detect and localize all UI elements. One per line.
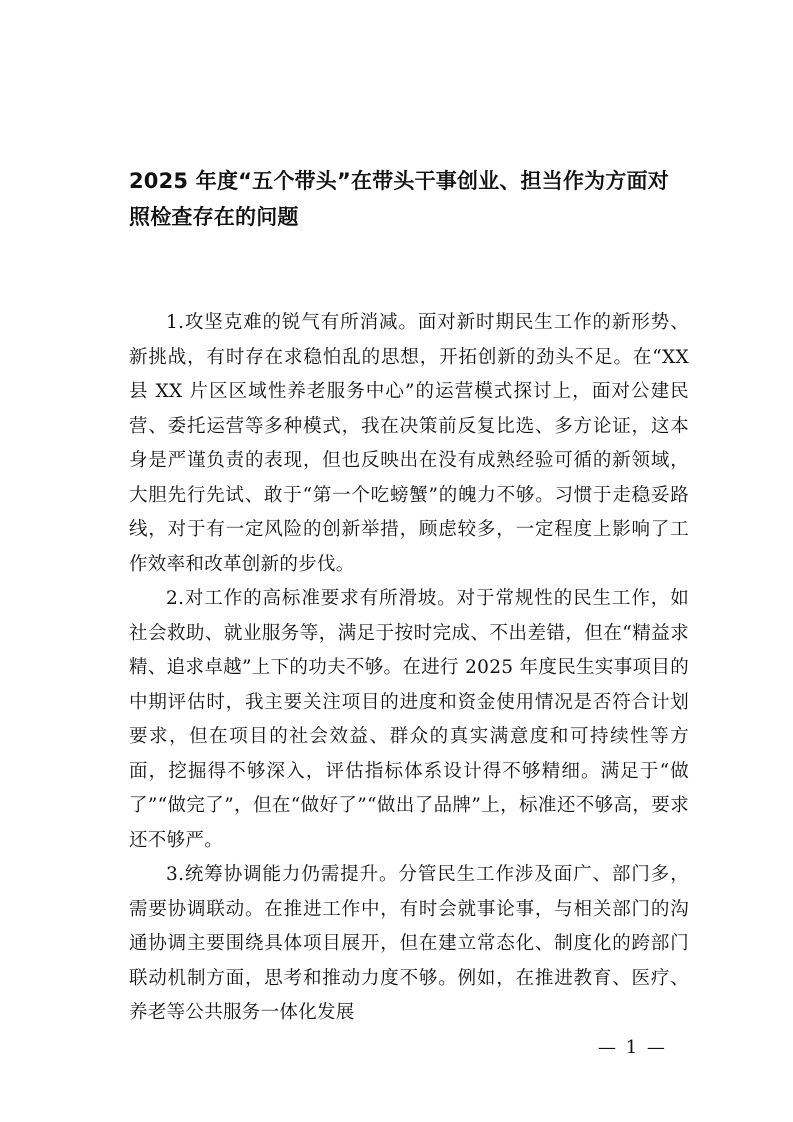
document-title: 2025 年度“五个带头”在带头干事创业、担当作为方面对照检查存在的问题 <box>129 169 669 229</box>
page-number: — 1 — <box>598 1037 667 1058</box>
paragraph-1: 1.攻坚克难的锐气有所消减。面对新时期民生工作的新形势、新挑战，有时存在求稳怕乱的思想，开拓创新的劲头不足。在“XX 县 XX 片区区域性养老服务中心”的运营模式探讨上，面对公建民营、委托运营等多种模式，我在决策前反复比选、多方论证，这本身是严谨负责的表现，但也反映出在没有成熟经验可循的新领域，大胆先行先试、敢于“第一个吃螃蟹”的魄力不够。习惯于走稳妥路线，对于有一定风险的创新举措，顾虑较多，一定程度上影响了工作效率和改革创新的步伐。 <box>129 312 689 575</box>
paragraph-3: 3.统筹协调能力仍需提升。分管民生工作涉及面广、部门多，需要协调联动。在推进工作中，有时会就事论事，与相关部门的沟通协调主要围绕具体项目展开，但在建立常态化、制度化的跨部门联动机制方面，思考和推动力度不够。例如，在推进教育、医疗、养老等公共服务一体化发展 <box>129 864 689 1023</box>
paragraph-2: 2.对工作的高标准要求有所滑坡。对于常规性的民生工作，如社会救助、就业服务等，满足于按时完成、不出差错，但在“精益求精、追求卓越”上下的功夫不够。在进行 2025 年度民生实事项目的中期评估时，我主要关注项目的进度和资金使用情况是否符合计划要求，但在项目的社会效益、群众的真实满意度和可持续性等方面，挖掘得不够深入，评估指标体系设计得不够精细。满足于“做了”“做完了”，但在“做好了”“做出了品牌”上，标准还不够高，要求还不够严。 <box>129 588 689 851</box>
document-body <box>129 306 689 1031</box>
